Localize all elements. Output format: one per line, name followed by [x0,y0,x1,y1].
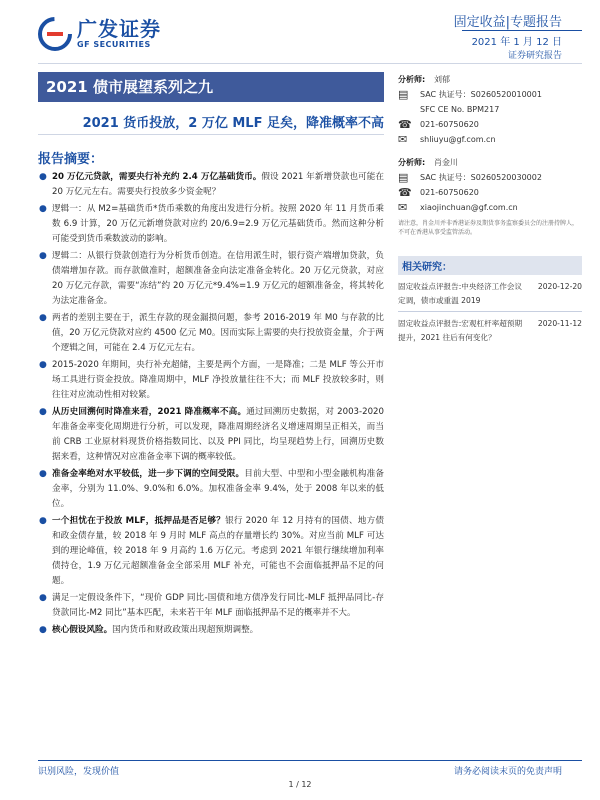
email-icon: ✉ [398,133,408,146]
related-research [398,256,582,345]
analyst-label: 分析师: [398,158,426,167]
bullet-dot-icon: ● [39,593,47,603]
analyst-label: 分析师: [398,75,426,84]
related-item[interactable] [398,317,582,345]
footer-disclaimer: 请务必阅读末页的免责声明 [453,767,562,777]
analyst-sac: SAC 执证号：S0260520010001 [420,90,542,99]
bullet-item [39,514,384,589]
bullet-dot-icon: ● [39,204,47,214]
bullet-lead: 核心假设风险。 [52,625,113,635]
report-category: 固定收益|专题报告 [453,15,562,30]
bullet-dot-icon: ● [39,625,47,635]
analyst-panel [398,72,582,215]
bullet-dot-icon: ● [39,469,47,479]
related-item-date: 2020-11-12 [537,319,582,328]
related-item-title[interactable]: 固定收益点评报告:宏观杠杆率超预期提升，2021 往后有何变化？ [398,319,523,342]
abstract-body [39,170,384,640]
bullet-item [39,358,384,403]
bullet-lead: 准备金率绝对水平较低，进一步下调的空间受限。 [52,469,245,479]
gf-logo [38,14,161,54]
bullet-text: 目前大型、中型和小型金融机构准备金率，分别为 11.0%、9.0%和 6.0%。加权准备金率 9.4%，处于 2008 年以来的低位。 [52,469,384,509]
bullet-lead: 从历史回溯何时降准来看，2021 降准概率不高。 [52,407,247,417]
bullet-text: 银行 2020 年 12 月持有的国债、地方债和政金债存量，较 2018 年 9 月时 MLF 高点的存量增长约 30%。对应当前 MLF 可达到的理论峰值，较 2018 年 9 月高约 1.6 万亿元。考虑到 2021 年银行继续增加利率债持仓，1.9 万亿元超额准备金全部采用 MLF 补充，可能也不会面临抵押品不足的问题。 [52,516,384,586]
analyst-name: 肖金川 [434,158,458,167]
related-heading: 相关研究： [398,256,582,275]
bullet-item [39,467,384,512]
analyst-email[interactable]: shliuyu@gf.com.cn [420,135,496,144]
bullet-dot-icon: ● [39,407,47,417]
header-bottom-divider [38,63,582,64]
analyst-sac: SAC 执证号：S0260520030002 [420,173,542,182]
phone-icon: ☎ [398,186,412,199]
phone-icon: ☎ [398,118,412,131]
report-date: 2021 年 1 月 12 日 [471,37,562,48]
bullet-item [39,170,384,200]
analyst-phone: 021-60750620 [420,120,479,129]
bullet-dot-icon: ● [39,313,47,323]
related-item-date: 2020-12-20 [537,282,582,291]
related-item[interactable] [398,280,582,308]
logo-english-name: GF SECURITIES [77,40,151,49]
id-card-icon: ▤ [398,88,409,101]
bullet-dot-icon: ● [39,516,47,526]
title-divider [38,134,384,135]
bullet-item [39,623,384,638]
report-department: 证券研究报告 [507,51,562,61]
analyst-email[interactable]: xiaojinchuan@gf.com.cn [420,203,518,212]
bullet-text: 两者的差别主要在于，派生存款的现金漏损问题，参考 2016-2019 年 M0 与存款的比值，20 万亿元贷款对应约 4500 亿元 M0。因而实际上需要的央行投放资金量，介于两个逻辑之间，可能在 2.4 万亿元左右。 [52,313,384,353]
bullet-text: 2015-2020 年期间，央行补充超储，主要是两个方面，一是降准；二是 MLF 等公开市场工具进行资金投放。降准周期中，MLF 净投放量往往不大；而 MLF 投放较多时，则往往对应流动性相对较紧。 [52,360,384,400]
gf-logo-mark-icon [38,17,72,51]
abstract-heading: 报告摘要： [38,152,104,167]
bullet-text: 逻辑二：从银行贷款创造行为分析货币创造。在信用派生时，银行资产端增加贷款，负债端增加存款。而存款做准时，超额准备金向法定准备金转化。20 万亿元贷款，对应 20 万亿元存款，需要“冻结”约 20 万亿元*9.4%=1.9 万亿元的超额准备金，将其转化为法定准备金。 [52,251,384,306]
bullet-dot-icon: ● [39,251,47,261]
related-divider [398,311,582,312]
bullet-lead: 一个担忧在于投放 MLF，抵押品是否足够？ [52,516,226,526]
email-icon: ✉ [398,201,408,214]
header-divider [462,30,582,31]
bullet-text: 假设 2021 年新增贷款也可能在 20 万亿元左右。需要央行投放多少资金呢？ [52,172,384,197]
bullet-text: 国内货币和财政政策出现超预期调整。 [112,625,259,635]
bullet-text: 通过回溯历史数据，对 2003-2020 年准备金率变化周期进行分析，可以发现，降准周期经济名义增速周期呈正相关，而当前 CRB 工业原材料现货价格指数同比、以及 PPI 同比，均呈现趋势上行，回溯历史数据来看，这种情况对应准备金率下调的概率较低。 [52,407,384,462]
analyst-disclaimer: 请注意，肖金川并非香港证券及期货事务监察委员会的注册持牌人，不可在香港从事受监管活动。 [398,220,579,236]
bullet-dot-icon: ● [39,360,47,370]
logo-chinese-name: 广发证券 [77,17,161,41]
analyst-phone: 021-60750620 [420,188,479,197]
footer-divider [38,760,582,761]
bullet-item [39,311,384,356]
bullet-item [39,591,384,621]
analyst-sfc: SFC CE No. BPM217 [420,105,500,114]
page-number: 1 / 12 [288,780,312,789]
bullet-text: 逻辑一：从 M2=基础货币*货币乘数的角度出发进行分析。按照 2020 年 11 月货币乘数 6.9 计算，20 万亿元新增贷款对应约 20/6.9=2.9 万亿元基础货币。然而这种分析可能受到货币乘数波动的影响。 [52,204,384,244]
bullet-item [39,405,384,465]
series-title-bar [38,72,384,102]
report-title: 2021 货币投放，2 万亿 MLF 足矣，降准概率不高 [82,116,384,131]
series-title: 2021 债市展望系列之九 [46,78,213,96]
related-item-title[interactable]: 固定收益点评报告:中央经济工作会议定调，债市或重温 2019 [398,282,523,305]
footer-slogan: 识别风险，发现价值 [38,767,120,777]
id-card-icon: ▤ [398,171,409,184]
bullet-item [39,202,384,247]
bullet-text: 满足一定假设条件下，“现价 GDP 同比-国债和地方债净发行同比-MLF 抵押品同比-存贷款同比-M2 同比”基本匹配，未来若干年 MLF 面临抵押品不足的概率并不大。 [52,593,384,618]
bullet-dot-icon: ● [39,172,47,182]
bullet-lead: 20 万亿元贷款，需要央行补充约 2.4 万亿基础货币。 [52,172,262,182]
bullet-item [39,249,384,309]
analyst-name: 刘郁 [434,75,450,84]
